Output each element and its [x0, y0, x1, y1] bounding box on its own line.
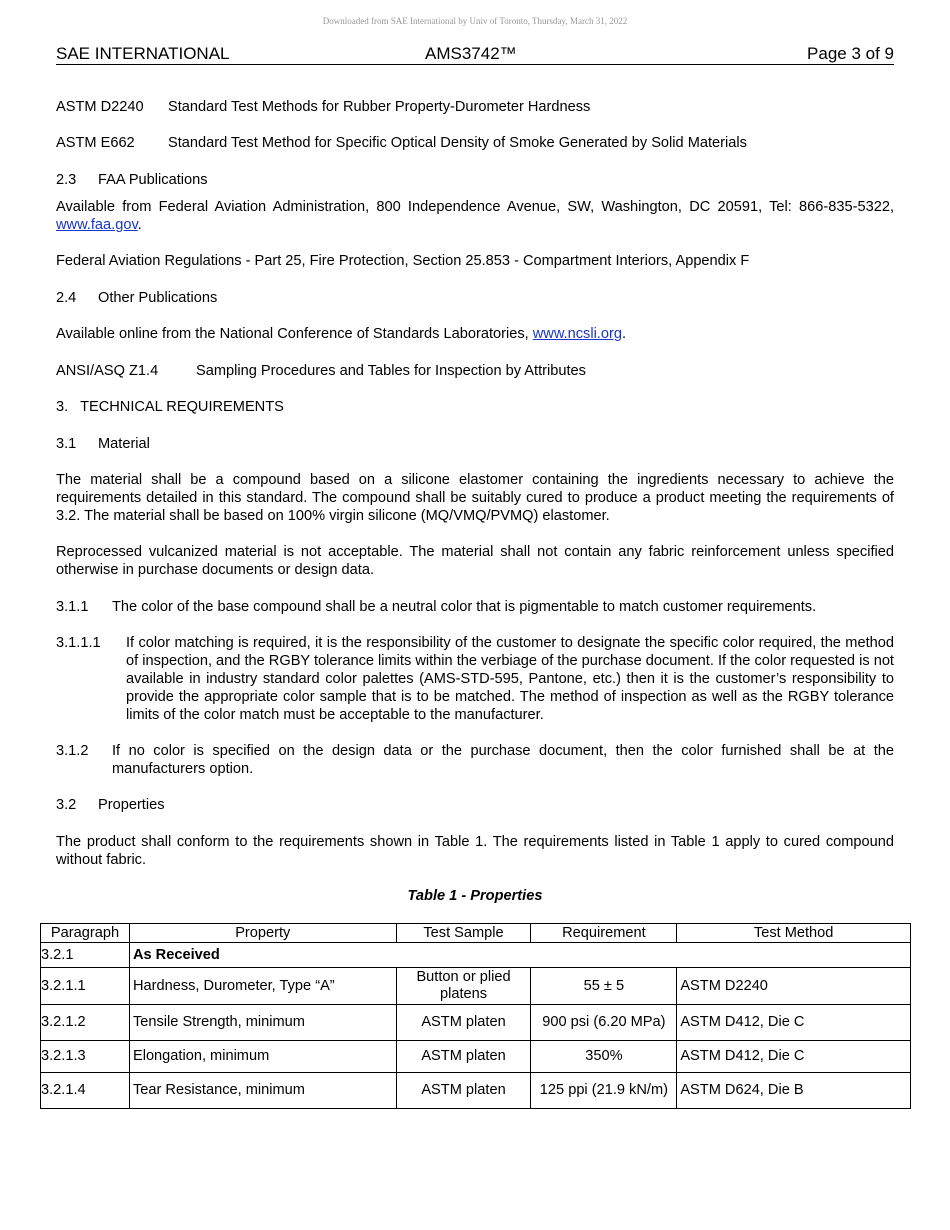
- sample-cell: ASTM platen: [396, 1005, 531, 1041]
- method-cell: ASTM D412, Die C: [677, 1005, 911, 1041]
- ref-code: ANSI/ASQ Z1.4: [56, 363, 159, 379]
- ncsli-link[interactable]: www.ncsli.org: [532, 326, 622, 342]
- section-3-1-2: [56, 742, 894, 777]
- header-org: SAE INTERNATIONAL: [56, 44, 230, 63]
- faa-link[interactable]: www.faa.gov: [56, 217, 138, 233]
- table-row: [41, 1073, 911, 1109]
- requirement-cell: 350%: [531, 1041, 677, 1073]
- ref-title: Sampling Procedures and Tables for Inspection by Attributes: [196, 363, 586, 379]
- faa-regulation: Federal Aviation Regulations - Part 25, Fire Protection, Section 25.853 - Compartment Interiors, Appendix F: [56, 253, 750, 269]
- ref-code: ASTM E662: [56, 135, 135, 151]
- ref-astm-d2240: [56, 98, 894, 116]
- section-title: Properties: [98, 797, 165, 813]
- section-number: 3.2: [56, 797, 77, 813]
- section-heading-3-1: [56, 435, 894, 453]
- paragraph-cell: 3.2.1.4: [41, 1073, 130, 1109]
- faa-availability-text: Available from Federal Aviation Administration, 800 Independence Avenue, SW, Washington, DC 20591, Tel: 866-835-5322,: [56, 199, 894, 215]
- section-number: 2.4: [56, 290, 77, 306]
- section-number: 2.3: [56, 172, 77, 188]
- ref-title: Standard Test Method for Specific Optical Density of Smoke Generated by Solid Materials: [168, 135, 747, 151]
- property-cell: Elongation, minimum: [129, 1041, 396, 1073]
- header-cell: Requirement: [531, 924, 677, 943]
- section-3-1-1: [56, 598, 894, 616]
- section-text: The color of the base compound shall be a neutral color that is pigmentable to match customer requirements.: [112, 599, 817, 615]
- section-heading-2-4: [56, 289, 894, 307]
- table-caption: Table 1 - Properties: [407, 888, 543, 904]
- ref-code: ASTM D2240: [56, 99, 144, 115]
- header-cell: Test Method: [677, 924, 911, 943]
- ref-astm-e662: [56, 134, 894, 152]
- sample-cell: ASTM platen: [396, 1041, 531, 1073]
- ncsli-availability: Available online from the National Conference of Standards Laboratories, www.ncsli.org.: [56, 326, 627, 342]
- section-number: 3.1.1.1: [56, 635, 101, 651]
- section-number: 3.1.1: [56, 599, 89, 615]
- sample-cell: Button or plied platens: [396, 968, 531, 1005]
- section-label-cell: As Received: [129, 943, 910, 968]
- properties-table: [40, 923, 911, 1109]
- header-cell: Property: [129, 924, 396, 943]
- section-title: FAA Publications: [98, 172, 208, 188]
- header-doc-id: AMS3742™: [425, 44, 517, 63]
- section-number: 3.1: [56, 436, 77, 452]
- paragraph-cell: 3.2.1: [41, 943, 130, 968]
- section-3-1-1-1: [56, 634, 894, 723]
- header-page-number: Page 3 of 9: [807, 44, 894, 63]
- table-header-row: [41, 924, 911, 943]
- faa-availability: Available from Federal Aviation Administration, 800 Independence Avenue, SW, Washington, DC 20591, Tel: 866-835-5322, www.faa.gov.: [56, 199, 894, 233]
- requirement-cell: 55 ± 5: [531, 968, 677, 1005]
- method-cell: ASTM D2240: [677, 968, 911, 1005]
- section-heading-3: 3. TECHNICAL REQUIREMENTS: [56, 399, 284, 415]
- requirement-cell: 900 psi (6.20 MPa): [531, 1005, 677, 1041]
- paragraph-cell: 3.2.1.2: [41, 1005, 130, 1041]
- ref-title: Standard Test Methods for Rubber Property-Durometer Hardness: [168, 99, 591, 115]
- table-section-row: [41, 943, 911, 968]
- sample-cell: ASTM platen: [396, 1073, 531, 1109]
- paragraph-cell: 3.2.1.1: [41, 968, 130, 1005]
- section-number: 3.1.2: [56, 743, 89, 759]
- section-title: Material: [98, 436, 150, 452]
- table-row: [41, 968, 911, 1005]
- method-cell: ASTM D412, Die C: [677, 1041, 911, 1073]
- material-paragraph-2: Reprocessed vulcanized material is not acceptable. The material shall not contain any fabric reinforcement unless specified otherwise in purchase documents or design data.: [56, 544, 894, 578]
- page-header: [56, 44, 894, 65]
- ref-ansi-asq: [56, 362, 894, 380]
- property-cell: Tear Resistance, minimum: [129, 1073, 396, 1109]
- section-heading-2-3: [56, 171, 894, 189]
- requirement-cell: 125 ppi (21.9 kN/m): [531, 1073, 677, 1109]
- property-cell: Hardness, Durometer, Type “A”: [129, 968, 396, 1005]
- download-notice: Downloaded from SAE International by Univ of Toronto, Thursday, March 31, 2022: [322, 16, 628, 26]
- properties-paragraph: The product shall conform to the requirements shown in Table 1. The requirements listed in Table 1 apply to cured compound without fabric.: [56, 834, 894, 868]
- section-text: If color matching is required, it is the responsibility of the customer to designate the specific color required, the method of inspection, and the RGBY tolerance limits within the verbiage of the purchase document. If the color requested is not available in industry standard color palettes (AMS-STD-595, Pantone, etc.) then it is the customer’s responsibility to provide the appropriate color sample that is to be matched. The method of inspection as well as the RGBY tolerance limits of the color match must be acceptable to the manufacturer.: [126, 635, 894, 723]
- ncsli-availability-text: Available online from the National Conference of Standards Laboratories,: [56, 326, 533, 342]
- paragraph-cell: 3.2.1.3: [41, 1041, 130, 1073]
- table-row: [41, 1041, 911, 1073]
- table-row: [41, 1005, 911, 1041]
- header-cell: Paragraph: [41, 924, 130, 943]
- header-cell: Test Sample: [396, 924, 531, 943]
- section-text: If no color is specified on the design data or the purchase document, then the color furnished shall be at the manufacturers option.: [112, 743, 894, 777]
- property-cell: Tensile Strength, minimum: [129, 1005, 396, 1041]
- section-title: Other Publications: [98, 290, 218, 306]
- material-paragraph-1: The material shall be a compound based on a silicone elastomer containing the ingredients necessary to achieve the requirements detailed in this standard. The compound shall be suitably cured to produce a product meeting the requirements of 3.2. The material shall be based on 100% virgin silicone (MQ/VMQ/PVMQ) elastomer.: [56, 472, 894, 524]
- section-heading-3-2: [56, 796, 894, 814]
- method-cell: ASTM D624, Die B: [677, 1073, 911, 1109]
